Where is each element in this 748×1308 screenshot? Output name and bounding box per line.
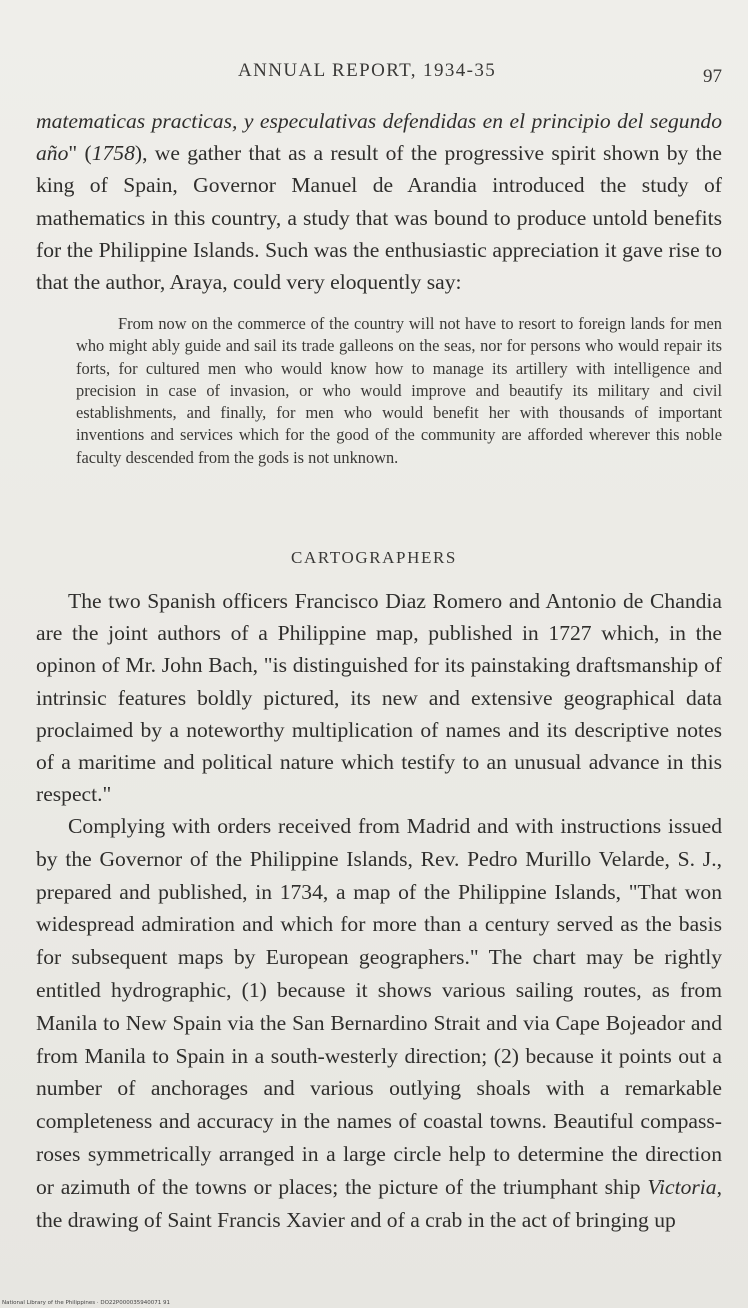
- paragraph-3-text-1: Complying with orders received from Madrid and with instructions issued by the Governor of the Philippine Islands, Rev. Pedro Murillo Velarde, S. J., prepared and published, in 1734, a map of the Philippine Islands, "That won widespread admiration and which for more than a century served as the basis for subsequent maps by European geographers." The chart may be rightly entitled hydrographic, (1) because it shows various sailing routes, as from Manila to New Spain via the San Bernardino Strait and via Cape Bojeador and from Manila to Spain in a south-westerly direction; (2) because it points out a number of anchorages and various outlying shoals with a remarkable completeness and accuracy in the names of coastal towns. Beautiful compass-roses symmetrically arranged in a large circle help to determine the direction or azimuth of the towns or places; the picture of the triumphant ship: [36, 814, 722, 1199]
- paragraph-cartographers: The two Spanish officers Francisco Diaz Romero and Antonio de Chandia are the joint authors of a Philippine map, published in 1727 which, in the opinon of Mr. John Bach, "is distinguished for its painstaking draftsmanship of intrinsic features boldly pictured, its new and extensive geographical data proclaimed by a noteworthy multiplication of names and its descriptive notes of a maritime and political nature which testify to an unusual advance in this respect.": [36, 589, 722, 807]
- intro-italic-year: 1758: [91, 141, 135, 166]
- paragraph-murillo-velarde: [36, 810, 722, 1236]
- running-header: [0, 58, 748, 87]
- scan-footer: National Library of the Philippines · DO22P000035940071 91: [2, 1300, 170, 1306]
- intro-text-1: " (: [68, 141, 92, 166]
- section-heading: CARTOGRAPHERS: [291, 548, 457, 567]
- intro-paragraph: [36, 105, 722, 298]
- ship-name: Victoria: [647, 1174, 717, 1199]
- block-quote: From now on the commerce of the country will not have to resort to foreign lands for men who might ably guide and sail its trade galleons on the seas, nor for persons who would repair its forts, for cultured men who would know how to manage its artillery with intelligence and precision in case of invasion, or who would improve and beautify its military and civil establishments, and finally, for men who would benefit her with thousands of important inventions and services which for the good of the community are afforded wherever this noble faculty descended from the gods is not unknown.: [76, 314, 722, 467]
- intro-text-2: ), we gather that as a result of the progressive spirit shown by the king of Spain, Governor Manuel de Arandia introduced the study of mathematics in this country, a study that was bound to produce untold benefits for the Philippine Islands. Such was the enthusiastic appreciation it gave rise to that the author, Araya, could very eloquently say:: [36, 141, 723, 295]
- intro-italic-title: matematicas practicas, y especulativas defendidas en el principio del segundo año: [36, 109, 722, 166]
- paragraph-3-text-2: , the drawing of Saint Francis Xavier and of a crab in the act of bringing up: [36, 1174, 722, 1232]
- running-title: ANNUAL REPORT, 1934-35: [238, 60, 497, 81]
- page-number: 97: [703, 66, 722, 87]
